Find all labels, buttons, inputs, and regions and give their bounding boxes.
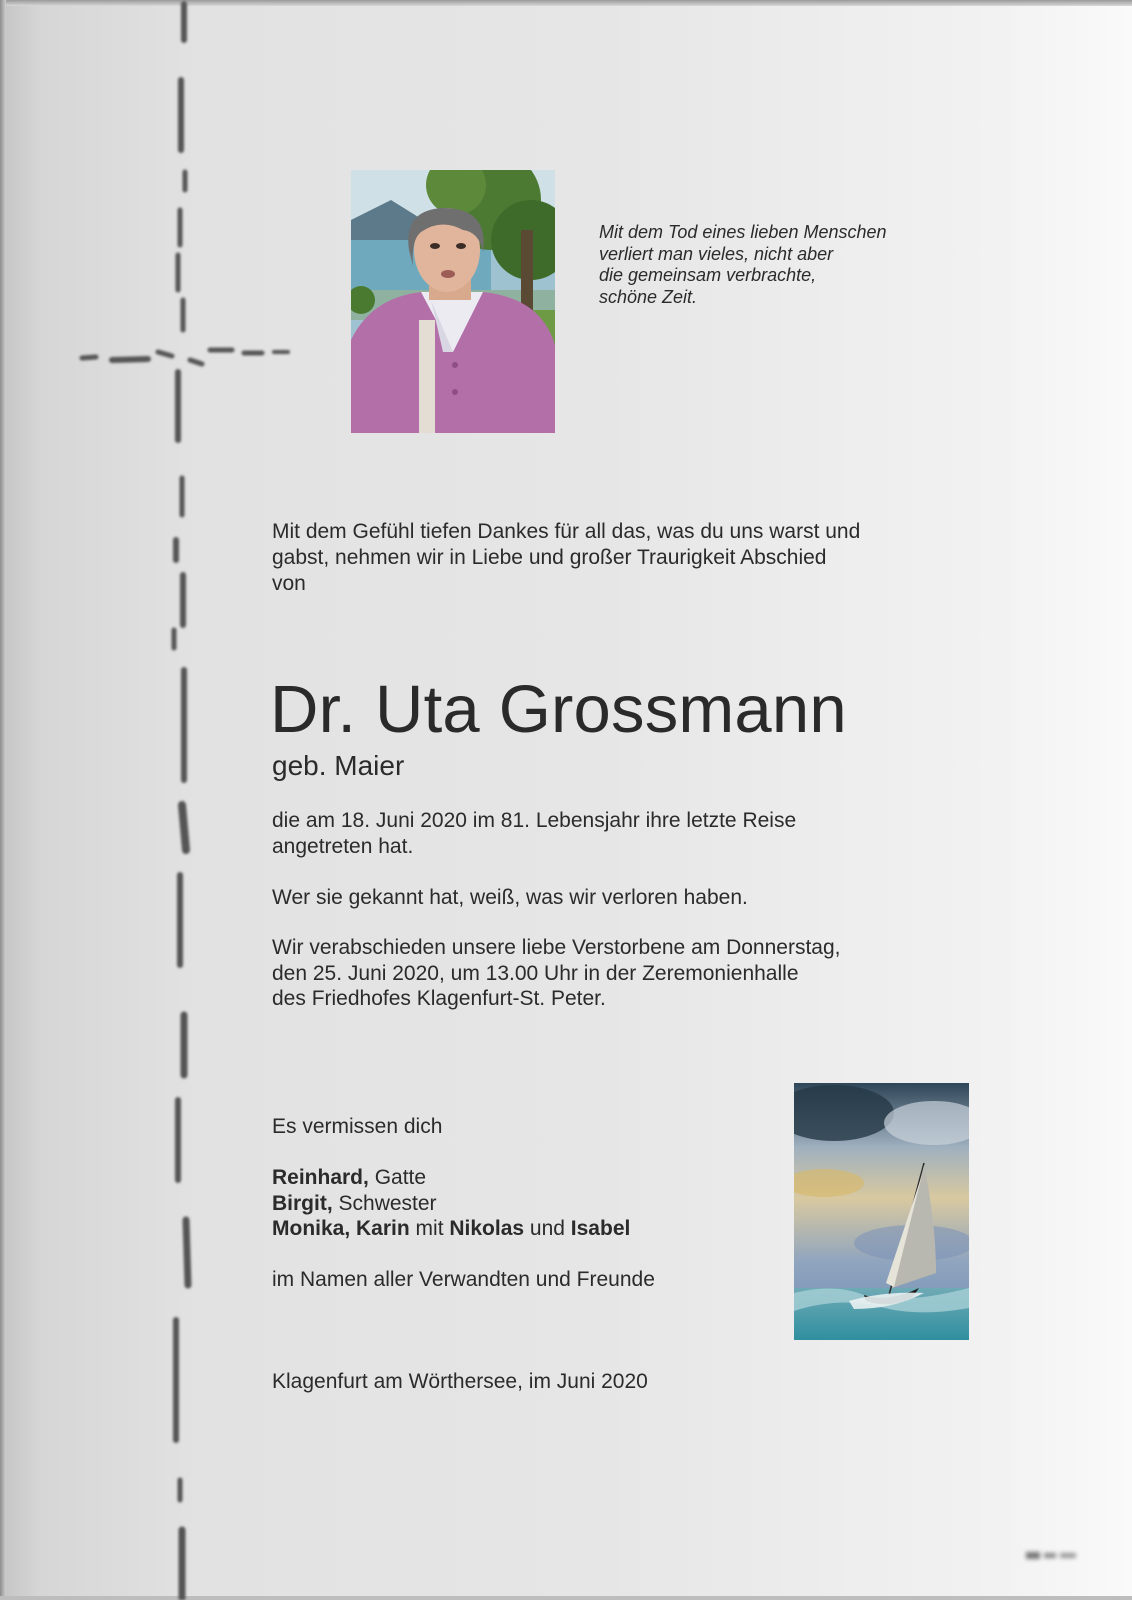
portrait-photo: [351, 170, 555, 433]
maiden-name: geb. Maier: [272, 750, 405, 781]
conjunction: mit: [409, 1217, 450, 1240]
mourners-closing: im Namen aller Verwandten und Freunde: [272, 1268, 655, 1291]
mourner-relation: Gatte: [368, 1166, 427, 1189]
cross-icon: [0, 0, 300, 1600]
mourner-name: Birgit,: [272, 1191, 333, 1215]
publisher-mark: [1024, 1548, 1084, 1562]
mourner-name: Reinhard,: [272, 1166, 369, 1189]
mourner-name: Monika, Karin: [272, 1217, 410, 1240]
mourners-heading: Es vermissen dich: [272, 1115, 443, 1138]
sailboat-painting: [794, 1083, 969, 1340]
mourner-relation: Schwester: [332, 1191, 437, 1215]
mourners-list: [272, 1165, 630, 1242]
conjunction: und: [524, 1217, 571, 1240]
mourner-row: [272, 1216, 630, 1242]
mourner-name: Isabel: [570, 1217, 631, 1240]
mourner-row: [272, 1191, 630, 1217]
mourner-row: [272, 1165, 630, 1191]
deceased-name: Dr. Uta Grossmann: [270, 672, 847, 747]
intro-text: Mit dem Gefühl tiefen Dankes für all das, was du uns warst und gabst, nehmen wir in Liebe und großer Traurigkeit Abschied von: [272, 520, 861, 595]
funeral-details: Wir verabschieden unsere liebe Verstorbene am Donnerstag, den 25. Juni 2020, um 13.00 Uhr in der Zeremonienhalle des Friedhofes Klagenfurt-St. Peter.: [272, 936, 841, 1010]
loss-line: Wer sie gekannt hat, weiß, was wir verloren haben.: [272, 886, 748, 909]
death-notice: die am 18. Juni 2020 im 81. Lebensjahr ihre letzte Reise angetreten hat.: [272, 809, 797, 858]
mourner-name: Nikolas: [449, 1217, 525, 1240]
place-date: Klagenfurt am Wörthersee, im Juni 2020: [272, 1370, 648, 1393]
memorial-quote: Mit dem Tod eines lieben Menschen verliert man vieles, nicht aber die gemeinsam verbrachte, schöne Zeit.: [599, 222, 887, 307]
